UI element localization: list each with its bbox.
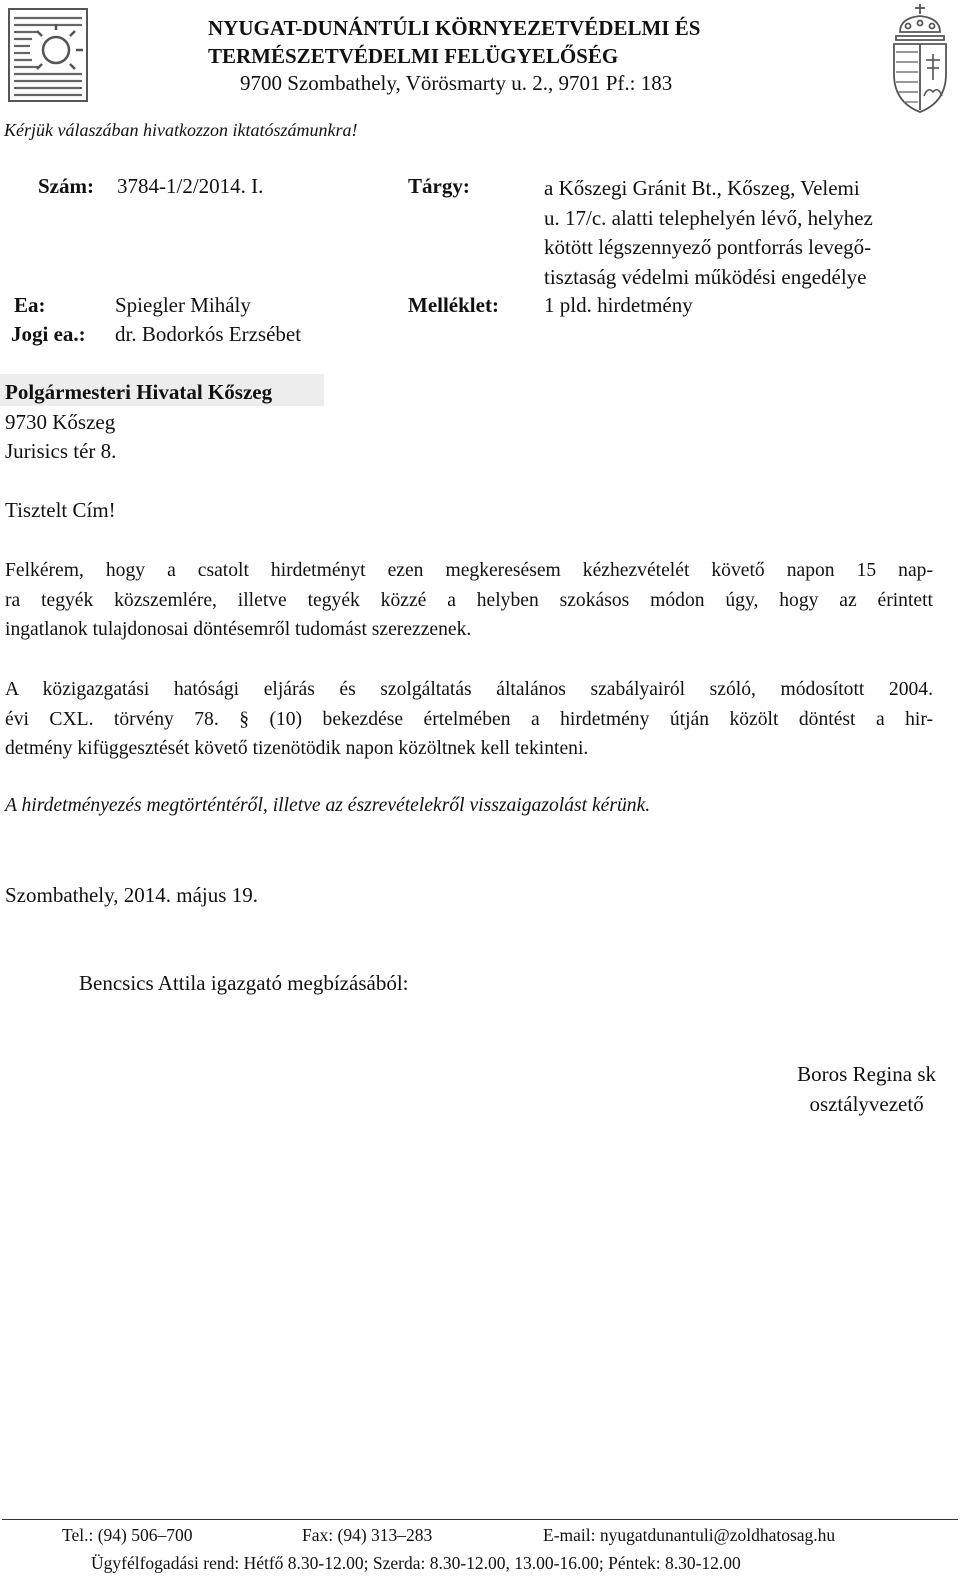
subject-line: a Kőszegi Gránit Bt., Kőszeg, Velemi xyxy=(544,176,860,200)
paragraph-line: ra tegyék közszemlére, illetve tegyék közzé a helyben szokásos módon úgy, hogy az érintett xyxy=(5,589,933,611)
paragraph-line: ingatlanok tulajdonosai döntésemről tudomást szerezzenek. xyxy=(5,619,472,641)
agency-address: 9700 Szombathely, Vörösmarty u. 2., 9701 Pf.: 183 xyxy=(240,71,673,95)
attachment-value: 1 pld. hirdetmény xyxy=(544,293,693,317)
agency-name-line2: TERMÉSZETVÉDELMI FELÜGYELŐSÉG xyxy=(208,44,619,68)
footer-phone: Tel.: (94) 506–700 xyxy=(62,1525,193,1545)
administrator-value: Spiegler Mihály xyxy=(115,293,251,317)
agency-name-line1: NYUGAT-DUNÁNTÚLI KÖRNYEZETVÉDELMI ÉS xyxy=(208,16,701,40)
legal-administrator-label: Jogi ea.: xyxy=(11,322,86,346)
footer-fax: Fax: (94) 313–283 xyxy=(302,1525,433,1545)
paragraph-request xyxy=(5,556,933,645)
subject-label: Tárgy: xyxy=(408,174,470,198)
subject-line: kötött légszennyező pontforrás levegő- xyxy=(544,235,872,259)
footer-office-hours: Ügyfélfogadási rend: Hétfő 8.30-12.00; Szerda: 8.30-12.00, 13.00-16.00; Péntek: 8.30-12.00 xyxy=(91,1553,741,1573)
signature-block xyxy=(797,1059,936,1119)
confirmation-request: A hirdetményezés megtörténtéről, illetve az észrevételekről visszaigazolást kérünk. xyxy=(5,795,651,816)
paragraph-line: évi CXL. törvény 78. § (10) bekezdése értelmében a hirdetmény útján közölt döntést a hir- xyxy=(5,708,933,730)
footer-email: E-mail: nyugatdunantuli@zoldhatosag.hu xyxy=(543,1525,836,1545)
signer-name: Boros Regina sk xyxy=(797,1062,936,1086)
recipient-street: Jurisics tér 8. xyxy=(5,439,117,463)
number-label: Szám: xyxy=(38,174,94,198)
subject-value xyxy=(544,174,873,292)
attachment-label: Melléklet: xyxy=(408,293,499,317)
subject-line: u. 17/c. alatti telephelyén lévő, helyhez xyxy=(544,205,873,230)
recipient-name: Polgármesteri Hivatal Kőszeg xyxy=(5,380,273,404)
place-and-date: Szombathely, 2014. május 19. xyxy=(5,883,258,907)
paragraph-line: detmény kifüggesztését követő tizenötödik napon közöltnek kell tekinteni. xyxy=(5,738,589,760)
administrator-label: Ea: xyxy=(14,293,46,317)
paragraph-line: A közigazgatási hatósági eljárás és szolgáltatás általános szabályairól szóló, módosított 2004. xyxy=(5,679,933,700)
agency-sun-logo-icon xyxy=(8,8,88,102)
number-value: 3784-1/2/2014. I. xyxy=(117,174,264,198)
paragraph-line: Felkérem, hogy a csatolt hirdetményt ezen megkeresésem kézhezvételét követő napon 15 nap- xyxy=(5,560,933,581)
reference-note: Kérjük válaszában hivatkozzon iktatószámunkra! xyxy=(4,120,358,140)
recipient-city: 9730 Kőszeg xyxy=(5,410,116,434)
paragraph-legal-basis xyxy=(5,675,933,764)
on-behalf-of: Bencsics Attila igazgató megbízásából: xyxy=(79,971,409,995)
hungarian-coat-of-arms-icon xyxy=(884,2,956,114)
signer-title: osztályvezető xyxy=(809,1092,924,1116)
legal-administrator-value: dr. Bodorkós Erzsébet xyxy=(115,322,302,346)
footer-divider xyxy=(2,1519,958,1520)
subject-line: tisztaság védelmi működési engedélye xyxy=(544,264,867,289)
salutation: Tisztelt Cím! xyxy=(5,498,116,522)
